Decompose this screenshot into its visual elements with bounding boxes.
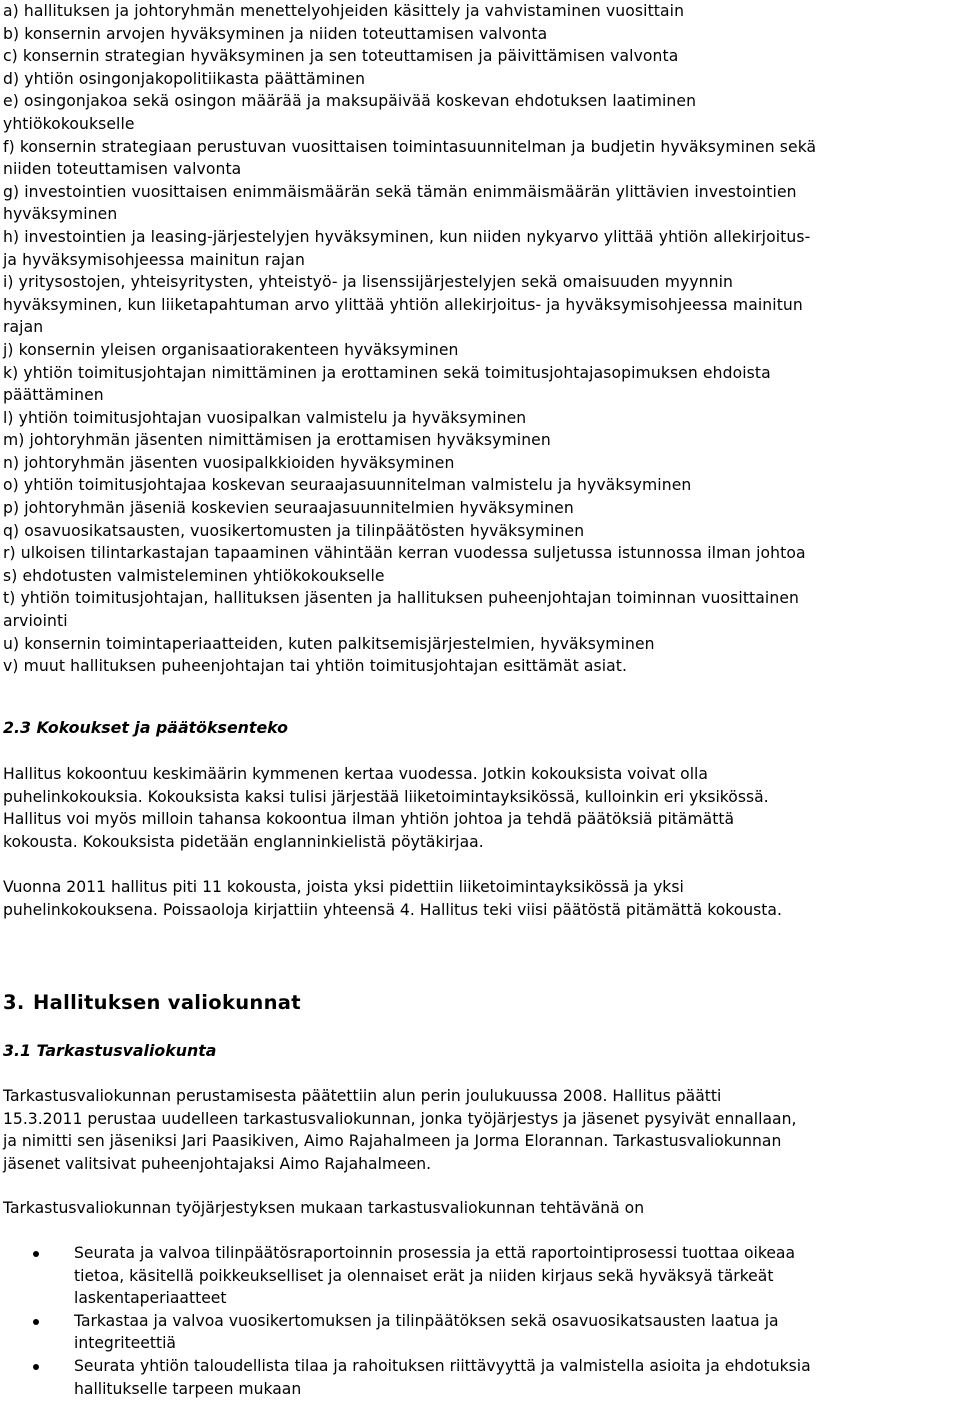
list-item bbox=[3, 136, 816, 181]
list-item-line: u) konsernin toimintaperiaatteiden, kuten palkitsemisjärjestelmien, hyväksyminen bbox=[3, 634, 655, 653]
paragraph-line: ja nimitti sen jäseniksi Jari Paasikiven, Aimo Rajahalmeen ja Jorma Elorannan. Tarkastusvaliokunnan bbox=[3, 1132, 782, 1151]
bullet-line: hallitukselle tarpeen mukaan bbox=[74, 1379, 302, 1398]
list-item-line: f) konsernin strategiaan perustuvan vuosittaisen toimintasuunnitelman ja budjetin hyväksyminen sekä bbox=[3, 137, 817, 156]
list-item bbox=[3, 45, 816, 68]
paragraph-line: Tarkastusvaliokunnan perustamisesta päätettiin alun perin joulukuussa 2008. Hallitus päätti bbox=[3, 1087, 722, 1105]
bullet-item bbox=[3, 1310, 811, 1355]
list-item-line: i) yritysostojen, yhteisyritysten, yhteistyö- ja lisenssijärjestelyjen sekä omaisuuden myynnin bbox=[3, 273, 734, 292]
list-item bbox=[3, 0, 816, 23]
paragraph bbox=[3, 1085, 796, 1175]
list-item-line: e) osingonjakoa sekä osingon määrää ja maksupäivää koskevan ehdotuksen laatiminen bbox=[3, 92, 697, 111]
chapter-title: Hallituksen valiokunnat bbox=[33, 991, 301, 1014]
bullet-line: tietoa, käsitellä poikkeukselliset ja olennaiset erät ja niiden kirjaus sekä hyväksyä tärkeät bbox=[74, 1266, 774, 1285]
list-item bbox=[3, 520, 816, 543]
list-item bbox=[3, 339, 816, 362]
bullet-icon bbox=[33, 1251, 39, 1257]
paragraph-line: puhelinkokouksia. Kokouksista kaksi tulisi järjestää liiketoimintayksikössä, kulloinkin eri yksikössä. bbox=[3, 787, 769, 806]
list-item bbox=[3, 497, 816, 520]
bullet-icon bbox=[33, 1364, 39, 1370]
list-item-line: o) yhtiön toimitusjohtajaa koskevan seuraajasuunnitelman valmistelu ja hyväksyminen bbox=[3, 476, 692, 495]
list-item-line: hyväksyminen, kun liiketapahtuman arvo ylittää yhtiön allekirjoitus- ja hyväksymisohjeessa mainitun bbox=[3, 295, 803, 314]
list-item bbox=[3, 362, 816, 407]
board-duties-list bbox=[3, 0, 816, 678]
list-item bbox=[3, 429, 816, 452]
bullet-line: integriteettiä bbox=[74, 1334, 176, 1353]
list-item-line: päättäminen bbox=[3, 386, 104, 405]
paragraph bbox=[3, 1197, 644, 1220]
list-item bbox=[3, 271, 816, 339]
list-item-line: v) muut hallituksen puheenjohtajan tai yhtiön toimitusjohtajan esittämät asiat. bbox=[3, 657, 628, 676]
section-heading: 2.3 Kokoukset ja päätöksenteko bbox=[3, 718, 288, 737]
list-item-line: l) yhtiön toimitusjohtajan vuosipalkan valmistelu ja hyväksyminen bbox=[3, 408, 527, 427]
list-item-line: q) osavuosikatsausten, vuosikertomusten ja tilinpäätösten hyväksyminen bbox=[3, 521, 585, 540]
list-item bbox=[3, 407, 816, 430]
list-item-line: s) ehdotusten valmisteleminen yhtiökokoukselle bbox=[3, 566, 385, 585]
list-item-line: d) yhtiön osingonjakopolitiikasta päättäminen bbox=[3, 69, 366, 88]
paragraph-line: 15.3.2011 perustaa uudelleen tarkastusvaliokunnan, jonka työjärjestys ja jäsenet pysyivät ennallaan, bbox=[3, 1109, 797, 1128]
bullet-icon bbox=[33, 1319, 39, 1325]
bullet-line: Seurata yhtiön taloudellista tilaa ja rahoituksen riittävyyttä ja valmistella asioita ja ehdotuksia bbox=[74, 1356, 811, 1375]
list-item-line: a) hallituksen ja johtoryhmän menettelyohjeiden käsittely ja vahvistaminen vuosittain bbox=[3, 2, 685, 20]
list-item-line: ja hyväksymisohjeessa mainitun rajan bbox=[3, 250, 305, 269]
chapter-heading bbox=[3, 990, 301, 1016]
list-item-line: m) johtoryhmän jäsenten nimittämisen ja erottamisen hyväksyminen bbox=[3, 431, 551, 450]
bullet-line: Tarkastaa ja valvoa vuosikertomuksen ja tilinpäätöksen sekä osavuosikatsausten laatua ja bbox=[74, 1311, 779, 1330]
bullet-line: Seurata ja valvoa tilinpäätösraportoinnin prosessia ja että raportointiprosessi tuottaa oikeaa bbox=[74, 1244, 796, 1262]
list-item bbox=[3, 587, 816, 632]
section-3-1 bbox=[3, 1040, 216, 1062]
section-3 bbox=[3, 990, 301, 1016]
list-item-line: arviointi bbox=[3, 612, 68, 631]
paragraph-line: puhelinkokouksena. Poissaoloja kirjattiin yhteensä 4. Hallitus teki viisi päätöstä pitämättä kokousta. bbox=[3, 900, 782, 919]
bullet-item bbox=[3, 1242, 811, 1310]
list-item-line: niiden toteuttamisen valvonta bbox=[3, 160, 242, 179]
list-item-line: rajan bbox=[3, 318, 44, 337]
section-heading: 3.1 Tarkastusvaliokunta bbox=[3, 1041, 217, 1060]
list-item-line: n) johtoryhmän jäsenten vuosipalkkioiden hyväksyminen bbox=[3, 453, 455, 472]
list-item-line: j) konsernin yleisen organisaatiorakenteen hyväksyminen bbox=[3, 340, 459, 359]
bullet-item bbox=[3, 1355, 811, 1400]
bullet-line: laskentaperiaatteet bbox=[74, 1289, 227, 1308]
list-item bbox=[3, 565, 816, 588]
paragraph bbox=[3, 876, 782, 921]
paragraph bbox=[3, 763, 769, 853]
list-item-line: yhtiökokoukselle bbox=[3, 114, 135, 133]
list-item bbox=[3, 90, 816, 135]
list-item bbox=[3, 542, 816, 565]
section-2-3 bbox=[3, 717, 288, 739]
list-item-line: c) konsernin strategian hyväksyminen ja sen toteuttamisen ja päivittämisen valvonta bbox=[3, 47, 679, 66]
list-item bbox=[3, 181, 816, 226]
paragraph-line: Vuonna 2011 hallitus piti 11 kokousta, joista yksi pidettiin liiketoimintayksikössä ja yksi bbox=[3, 878, 684, 896]
paragraph-line: jäsenet valitsivat puheenjohtajaksi Aimo Rajahalmeen. bbox=[3, 1154, 432, 1173]
list-item bbox=[3, 474, 816, 497]
list-item bbox=[3, 452, 816, 475]
paragraph-line: kokousta. Kokouksista pidetään englanninkielistä pöytäkirjaa. bbox=[3, 832, 484, 851]
chapter-number: 3. bbox=[3, 991, 25, 1014]
paragraph-line: Tarkastusvaliokunnan työjärjestyksen mukaan tarkastusvaliokunnan tehtävänä on bbox=[3, 1199, 645, 1217]
list-item bbox=[3, 23, 816, 46]
list-item bbox=[3, 226, 816, 271]
list-item-line: r) ulkoisen tilintarkastajan tapaaminen vähintään kerran vuodessa suljetussa istunnossa ilman johtoa bbox=[3, 544, 806, 563]
list-item-line: k) yhtiön toimitusjohtajan nimittäminen ja erottaminen sekä toimitusjohtajasopimuksen ehdoista bbox=[3, 363, 771, 382]
paragraph-line: Hallitus kokoontuu keskimäärin kymmenen kertaa vuodessa. Jotkin kokouksista voivat olla bbox=[3, 765, 708, 783]
list-item-line: g) investointien vuosittaisen enimmäismäärän sekä tämän enimmäismäärän ylittävien investointien bbox=[3, 182, 797, 201]
paragraph-line: Hallitus voi myös milloin tahansa kokoontua ilman yhtiön johtoa ja tehdä päätöksiä pitämättä bbox=[3, 810, 735, 829]
list-item-line: p) johtoryhmän jäseniä koskevien seuraajasuunnitelmien hyväksyminen bbox=[3, 499, 574, 518]
audit-committee-duties bbox=[3, 1242, 811, 1400]
list-item bbox=[3, 68, 816, 91]
list-item-line: t) yhtiön toimitusjohtajan, hallituksen jäsenten ja hallituksen puheenjohtajan toiminnan vuosittainen bbox=[3, 589, 800, 608]
list-item-line: h) investointien ja leasing-järjestelyjen hyväksyminen, kun niiden nykyarvo ylittää yhtiön allekirjoitus- bbox=[3, 227, 811, 246]
list-item bbox=[3, 655, 816, 678]
list-item bbox=[3, 633, 816, 656]
list-item-line: b) konsernin arvojen hyväksyminen ja niiden toteuttamisen valvonta bbox=[3, 24, 548, 43]
list-item-line: hyväksyminen bbox=[3, 205, 118, 224]
